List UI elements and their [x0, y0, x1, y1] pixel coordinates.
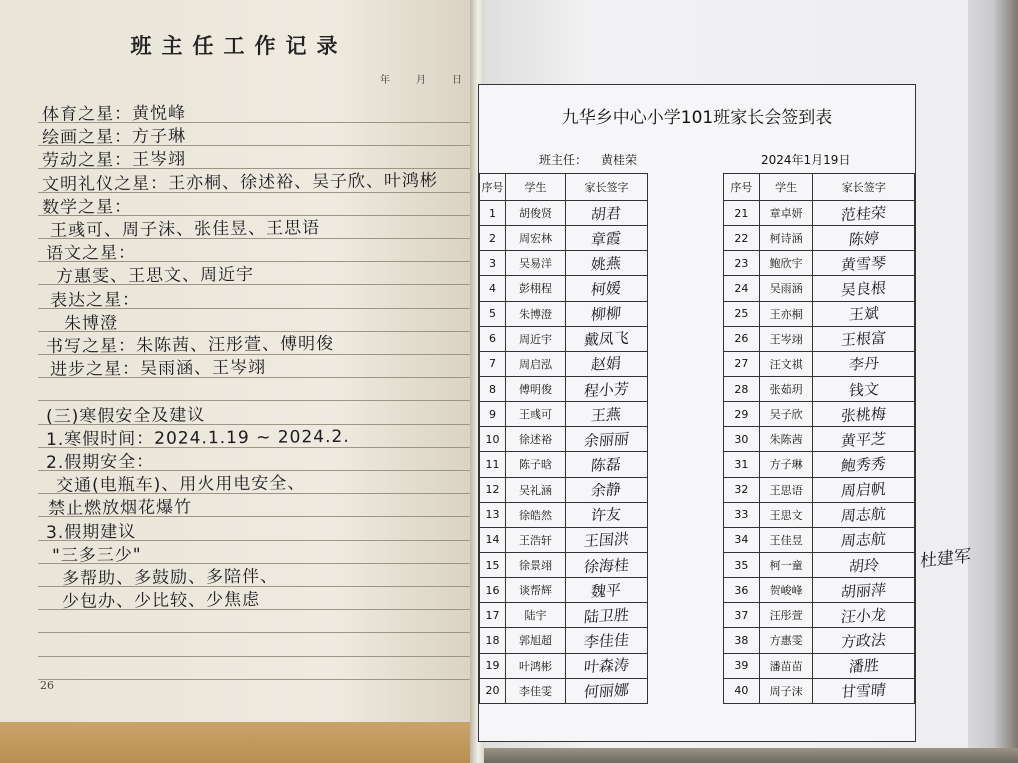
parent-signature-cell — [566, 251, 648, 276]
table-row — [724, 552, 915, 577]
handwritten-line: 进步之星：吴雨涵、王岑翊 — [49, 357, 267, 381]
parent-signature-cell — [813, 251, 915, 276]
parent-signature-cell — [813, 628, 915, 653]
parent-signature-cell — [813, 603, 915, 628]
parent-signature-cell — [566, 326, 648, 351]
row-number: 32 — [724, 477, 760, 502]
row-number: 24 — [724, 276, 760, 301]
col-header-no: 序号 — [724, 174, 760, 201]
student-name: 彭栩程 — [506, 276, 566, 301]
page-stack-edge — [968, 0, 1018, 763]
handwritten-line: 语文之星： — [45, 243, 137, 265]
ruled-line — [38, 656, 470, 657]
year-label: 年 — [380, 75, 390, 86]
table-row — [724, 678, 915, 703]
day-label: 日 — [452, 75, 462, 86]
student-name: 王思文 — [759, 502, 813, 527]
table-row — [480, 201, 648, 226]
table-row — [724, 653, 915, 678]
page-title: 班主任工作记录 — [130, 34, 348, 58]
student-name: 陈子晗 — [506, 452, 566, 477]
row-number: 18 — [480, 628, 506, 653]
row-number: 5 — [480, 301, 506, 326]
student-name: 吴子欣 — [759, 402, 813, 427]
table-row — [724, 376, 915, 401]
row-number: 13 — [480, 502, 506, 527]
row-number: 17 — [480, 603, 506, 628]
parent-signature: 鲍秀秀 — [840, 454, 887, 476]
parent-signature: 许友 — [590, 505, 623, 526]
student-name: 吴礼涵 — [506, 477, 566, 502]
table-row — [724, 427, 915, 452]
table-row — [724, 226, 915, 251]
col-header-no: 序号 — [480, 174, 506, 201]
parent-signature-cell — [813, 226, 915, 251]
student-name: 潘苗苗 — [759, 653, 813, 678]
table-row — [480, 427, 648, 452]
parent-signature: 王根富 — [840, 329, 887, 350]
parent-signature: 潘胜 — [847, 656, 880, 676]
table-row — [480, 552, 648, 577]
parent-signature-cell — [566, 678, 648, 703]
handwritten-line: (三)寒假安全及建议 — [45, 404, 206, 427]
row-number: 8 — [480, 376, 506, 401]
student-name: 贺峻峰 — [759, 578, 813, 603]
parent-signature-cell — [813, 351, 915, 376]
row-number: 27 — [724, 351, 760, 376]
student-name: 王亦桐 — [759, 301, 813, 326]
student-name: 朱陈茜 — [759, 427, 813, 452]
row-number: 33 — [724, 502, 760, 527]
parent-signature: 胡君 — [590, 203, 623, 224]
handwritten-line: 禁止燃放烟花爆竹 — [47, 497, 193, 520]
student-name: 柯一童 — [759, 552, 813, 577]
parent-signature-cell — [566, 527, 648, 552]
parent-signature-cell — [566, 628, 648, 653]
parent-signature-cell — [813, 578, 915, 603]
parent-signature: 何丽娜 — [583, 681, 630, 702]
row-number: 29 — [724, 402, 760, 427]
row-number: 38 — [724, 628, 760, 653]
parent-signature-cell — [566, 552, 648, 577]
row-number: 31 — [724, 452, 760, 477]
table-row — [724, 326, 915, 351]
table-row — [480, 226, 648, 251]
parent-signature-cell — [813, 527, 915, 552]
student-name: 王岑翊 — [759, 326, 813, 351]
parent-signature-cell — [813, 402, 915, 427]
handwritten-line: 绘画之星：方子琳 — [41, 126, 187, 149]
parent-signature: 甘雪晴 — [840, 681, 887, 702]
row-number: 21 — [724, 201, 760, 226]
notebook-cover-edge — [0, 722, 478, 763]
roster-table-left — [479, 173, 648, 704]
parent-signature: 钱文 — [847, 379, 880, 400]
parent-signature-cell — [813, 552, 915, 577]
parent-signature-cell — [566, 301, 648, 326]
row-number: 28 — [724, 376, 760, 401]
row-number: 7 — [480, 351, 506, 376]
student-name: 叶鸿彬 — [506, 653, 566, 678]
parent-signature-cell — [566, 477, 648, 502]
student-name: 汪彤萱 — [759, 603, 813, 628]
row-number: 19 — [480, 653, 506, 678]
table-row — [480, 301, 648, 326]
table-row — [724, 603, 915, 628]
table-row — [724, 452, 915, 477]
parent-signature: 王燕 — [590, 404, 623, 425]
row-number: 35 — [724, 552, 760, 577]
handwritten-line: 王彧可、周子沫、张佳昱、王思语 — [49, 218, 321, 241]
parent-signature: 魏平 — [590, 580, 623, 601]
table-row — [480, 402, 648, 427]
handwritten-line: 2.假期安全： — [45, 451, 155, 473]
parent-signature-cell — [813, 276, 915, 301]
table-row — [724, 301, 915, 326]
parent-signature-cell — [813, 201, 915, 226]
table-row — [480, 351, 648, 376]
parent-signature-cell — [813, 678, 915, 703]
table-row — [480, 678, 648, 703]
parent-signature: 姚燕 — [590, 254, 623, 274]
table-row — [724, 477, 915, 502]
table-row — [724, 201, 915, 226]
table-row — [724, 502, 915, 527]
handwritten-line: "三多三少" — [51, 544, 142, 566]
handwritten-line: 劳动之星：王岑翊 — [41, 149, 187, 172]
parent-signature: 陈婷 — [847, 228, 880, 249]
ruled-line — [38, 679, 470, 680]
row-number: 30 — [724, 427, 760, 452]
parent-signature: 周志航 — [840, 530, 887, 551]
handwritten-line: 3.假期建议 — [45, 521, 137, 543]
parent-signature: 赵娟 — [590, 354, 623, 375]
student-name: 柯诗涵 — [759, 226, 813, 251]
parent-signature-cell — [566, 578, 648, 603]
table-row — [480, 251, 648, 276]
parent-signature: 戴凤飞 — [583, 329, 630, 350]
student-name: 汪文祺 — [759, 351, 813, 376]
table-row — [724, 578, 915, 603]
row-number: 9 — [480, 402, 506, 427]
month-label: 月 — [416, 75, 426, 86]
parent-signature: 王国洪 — [583, 530, 630, 551]
parent-signature: 王斌 — [847, 304, 880, 324]
student-name: 徐述裕 — [506, 427, 566, 452]
col-header-signature: 家长签字 — [813, 174, 915, 201]
parent-signature: 黄平芝 — [840, 429, 887, 451]
row-number: 3 — [480, 251, 506, 276]
parent-signature: 范桂荣 — [840, 203, 887, 224]
parent-signature: 汪小龙 — [840, 605, 887, 627]
handwritten-line: 表达之星： — [49, 289, 141, 311]
roster-table-right — [723, 173, 915, 704]
parent-signature: 余静 — [590, 480, 623, 500]
parent-signature: 叶森涛 — [583, 655, 630, 677]
signin-table — [479, 173, 915, 741]
table-row — [724, 527, 915, 552]
parent-signature: 章霞 — [590, 228, 623, 249]
parent-signature-cell — [813, 326, 915, 351]
parent-signature-cell — [566, 351, 648, 376]
row-number: 2 — [480, 226, 506, 251]
ruled-line — [38, 632, 470, 633]
parent-signature: 徐海桂 — [583, 555, 630, 576]
table-row — [480, 326, 648, 351]
student-name: 徐景翊 — [506, 552, 566, 577]
student-name: 王佳昱 — [759, 527, 813, 552]
meeting-date: 2024年1月19日 — [761, 153, 851, 167]
parent-signature-cell — [566, 427, 648, 452]
student-name: 张茹玥 — [759, 376, 813, 401]
row-number: 37 — [724, 603, 760, 628]
table-row — [480, 578, 648, 603]
handwritten-line: 书写之星：朱陈茜、汪彤萱、傅明俊 — [45, 333, 335, 357]
parent-signature-cell — [566, 226, 648, 251]
table-row — [480, 376, 648, 401]
row-number: 11 — [480, 452, 506, 477]
table-row — [724, 402, 915, 427]
parent-signature: 胡玲 — [847, 555, 880, 576]
handwritten-line: 少包办、少比较、少焦虑 — [61, 590, 261, 613]
parent-signature-cell — [566, 201, 648, 226]
handwritten-line: 文明礼仪之星：王亦桐、徐述裕、吴子欣、叶鸿彬 — [41, 170, 439, 195]
handwritten-line: 1.寒假时间：2024.1.19 ~ 2024.2. — [45, 426, 350, 450]
table-row — [480, 502, 648, 527]
student-name: 朱博澄 — [506, 301, 566, 326]
parent-signature-cell — [813, 301, 915, 326]
parent-signature: 周启帆 — [840, 479, 887, 501]
col-header-student: 学生 — [759, 174, 813, 201]
student-name: 鲍欣宇 — [759, 251, 813, 276]
parent-signature-cell — [813, 376, 915, 401]
row-number: 12 — [480, 477, 506, 502]
table-row — [480, 452, 648, 477]
student-name: 王浩轩 — [506, 527, 566, 552]
parent-signature-cell — [813, 452, 915, 477]
student-name: 郭旭超 — [506, 628, 566, 653]
row-number: 10 — [480, 427, 506, 452]
parent-signature: 陆卫胜 — [583, 605, 630, 627]
parent-signature-cell — [813, 653, 915, 678]
row-number: 36 — [724, 578, 760, 603]
bottom-shadow — [484, 748, 1018, 763]
table-row — [480, 603, 648, 628]
row-number: 25 — [724, 301, 760, 326]
student-name: 吴雨涵 — [759, 276, 813, 301]
parent-signature: 柯媛 — [590, 279, 623, 299]
parent-signature: 陈磊 — [590, 455, 623, 475]
col-header-student: 学生 — [506, 174, 566, 201]
page-number: 26 — [40, 679, 54, 692]
parent-signature: 吴良根 — [840, 278, 887, 300]
student-name: 方子琳 — [759, 452, 813, 477]
col-header-signature: 家长签字 — [566, 174, 648, 201]
parent-signature-cell — [566, 276, 648, 301]
parent-signature-cell — [813, 427, 915, 452]
row-number: 22 — [724, 226, 760, 251]
row-number: 1 — [480, 201, 506, 226]
handwritten-line: 方惠雯、王思文、周近宇 — [55, 265, 255, 288]
table-row — [480, 276, 648, 301]
row-number: 26 — [724, 326, 760, 351]
row-number: 39 — [724, 653, 760, 678]
student-name: 傅明俊 — [506, 376, 566, 401]
handwritten-line: 数学之星： — [41, 196, 133, 218]
table-row — [724, 276, 915, 301]
student-name: 吴易洋 — [506, 251, 566, 276]
table-row — [480, 527, 648, 552]
student-name: 胡俊贤 — [506, 201, 566, 226]
parent-signature-cell — [566, 376, 648, 401]
row-number: 23 — [724, 251, 760, 276]
handwritten-line: 朱博澄 — [63, 313, 119, 334]
parent-signature: 李佳佳 — [583, 630, 630, 652]
parent-signature-cell — [566, 603, 648, 628]
student-name: 周启泓 — [506, 351, 566, 376]
parent-signature-cell — [566, 402, 648, 427]
student-name: 周近宇 — [506, 326, 566, 351]
parent-signature: 程小芳 — [583, 379, 630, 400]
student-name: 王彧可 — [506, 402, 566, 427]
student-name: 周子沫 — [759, 678, 813, 703]
row-number: 40 — [724, 678, 760, 703]
signin-sheet — [478, 84, 916, 742]
row-number: 20 — [480, 678, 506, 703]
student-name: 徐皓然 — [506, 502, 566, 527]
table-row — [480, 653, 648, 678]
teacher-record-page — [0, 0, 478, 763]
table-row — [724, 628, 915, 653]
table-row — [724, 251, 915, 276]
handwritten-line: 多帮助、多鼓励、多陪伴、 — [61, 566, 279, 589]
parent-signature-cell — [566, 452, 648, 477]
student-name: 章卓妍 — [759, 201, 813, 226]
row-number: 4 — [480, 276, 506, 301]
overflow-signature: 杜建军 — [919, 546, 972, 572]
table-row — [724, 351, 915, 376]
student-name: 方惠雯 — [759, 628, 813, 653]
parent-signature-cell — [813, 502, 915, 527]
parent-signature: 方政法 — [840, 630, 887, 652]
teacher-name: 黄桂荣 — [601, 153, 638, 167]
handwritten-line: 交通(电瓶车)、用火用电安全、 — [55, 473, 306, 497]
row-number: 16 — [480, 578, 506, 603]
parent-signature-cell — [566, 502, 648, 527]
row-number: 6 — [480, 326, 506, 351]
row-number: 34 — [724, 527, 760, 552]
table-row — [480, 628, 648, 653]
student-name: 谈帮辉 — [506, 578, 566, 603]
row-number: 14 — [480, 527, 506, 552]
parent-signature: 黄雪琴 — [840, 253, 887, 275]
sheet-title: 九华乡中心小学101班家长会签到表 — [561, 108, 833, 128]
parent-signature: 胡丽萍 — [840, 580, 887, 601]
parent-signature-cell — [566, 653, 648, 678]
row-number: 15 — [480, 552, 506, 577]
student-name: 李佳雯 — [506, 678, 566, 703]
handwritten-line: 体育之星：黄悦峰 — [41, 103, 187, 125]
teacher-label: 班主任： — [539, 153, 588, 167]
student-name: 周宏林 — [506, 226, 566, 251]
parent-signature: 李丹 — [847, 354, 880, 375]
parent-signature-cell — [813, 477, 915, 502]
parent-signature: 柳柳 — [590, 304, 623, 324]
parent-signature: 张桃梅 — [840, 404, 887, 425]
table-row — [480, 477, 648, 502]
student-name: 王思语 — [759, 477, 813, 502]
parent-signature: 周志航 — [840, 505, 887, 526]
student-name: 陆宇 — [506, 603, 566, 628]
parent-signature: 余丽丽 — [583, 429, 630, 451]
